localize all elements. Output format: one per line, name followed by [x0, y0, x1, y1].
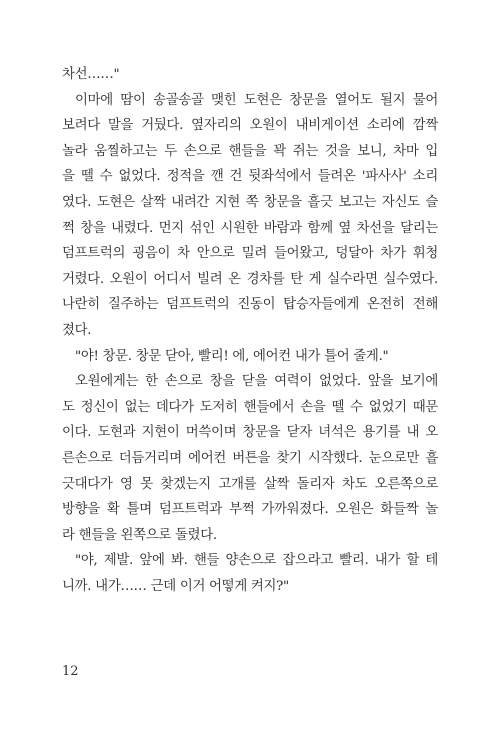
text-line: 였다. 도현은 살짝 내려간 지현 쪽 창문을 흘긋 보고는 자신도 슬 — [62, 194, 438, 210]
body-text — [62, 62, 438, 599]
text-line: 졌다. — [62, 322, 92, 338]
text-line: 도 정신이 없는 데다가 도저히 핸들에서 손을 뗄 수 없었기 때문 — [62, 399, 438, 415]
text-line: "야! 창문. 창문 닫아, 빨리! 에, 에어컨 내가 틀어 줄게." — [75, 348, 389, 364]
page-number: 12 — [62, 664, 79, 679]
text-line: 이다. 도현과 지현이 머쓱이며 창문을 닫자 녀석은 용기를 내 오 — [62, 425, 438, 441]
text-line: 차선……" — [62, 67, 120, 82]
text-line: 덤프트럭의 굉음이 차 안으로 밀려 들어왔고, 덩달아 차가 휘청 — [62, 246, 438, 262]
text-line: 놀라 움찔하고는 두 손으로 핸들을 꽉 쥐는 것을 보니, 차마 입 — [62, 143, 438, 159]
text-line: "야, 제발. 앞에 봐. 핸들 양손으로 잡으라고 빨리. 내가 할 테 — [75, 553, 438, 569]
page-body — [62, 62, 438, 599]
text-line: 을 뗄 수 없었다. 정적을 깬 건 뒷좌석에서 들려온 '파사사' 소리 — [62, 169, 438, 185]
text-line: 방향을 확 틀며 덤프트럭과 부쩍 가까워졌다. 오원은 화들짝 놀 — [62, 502, 438, 518]
text-line: 니까. 내가…… 근데 이거 어떻게 켜지?" — [62, 578, 289, 594]
text-line: 오원에게는 한 손으로 창을 닫을 여력이 없었다. 앞을 보기에 — [75, 374, 438, 390]
text-line: 나란히 질주하는 덤프트럭의 진동이 탑승자들에게 온전히 전해 — [62, 297, 438, 313]
text-line: 쩍 창을 내렸다. 먼지 섞인 시원한 바람과 함께 옆 차선을 달리는 — [62, 220, 438, 236]
text-line: 거렸다. 오원이 어디서 빌려 온 경차를 탄 게 실수라면 실수였다. — [62, 271, 438, 287]
text-line: 라 핸들을 왼쪽으로 돌렸다. — [62, 527, 217, 543]
text-line: 이마에 땀이 송골송골 맺힌 도현은 창문을 열어도 될지 물어 — [75, 92, 438, 108]
text-line: 른손으로 더듬거리며 에어컨 버튼을 찾기 시작했다. 눈으로만 흘 — [62, 450, 438, 466]
text-line: 긋대다가 영 못 찾겠는지 고개를 살짝 돌리자 차도 오른쪽으로 — [62, 476, 438, 492]
text-line: 보려다 말을 거뒀다. 옆자리의 오원이 내비게이션 소리에 깜짝 — [62, 118, 438, 134]
